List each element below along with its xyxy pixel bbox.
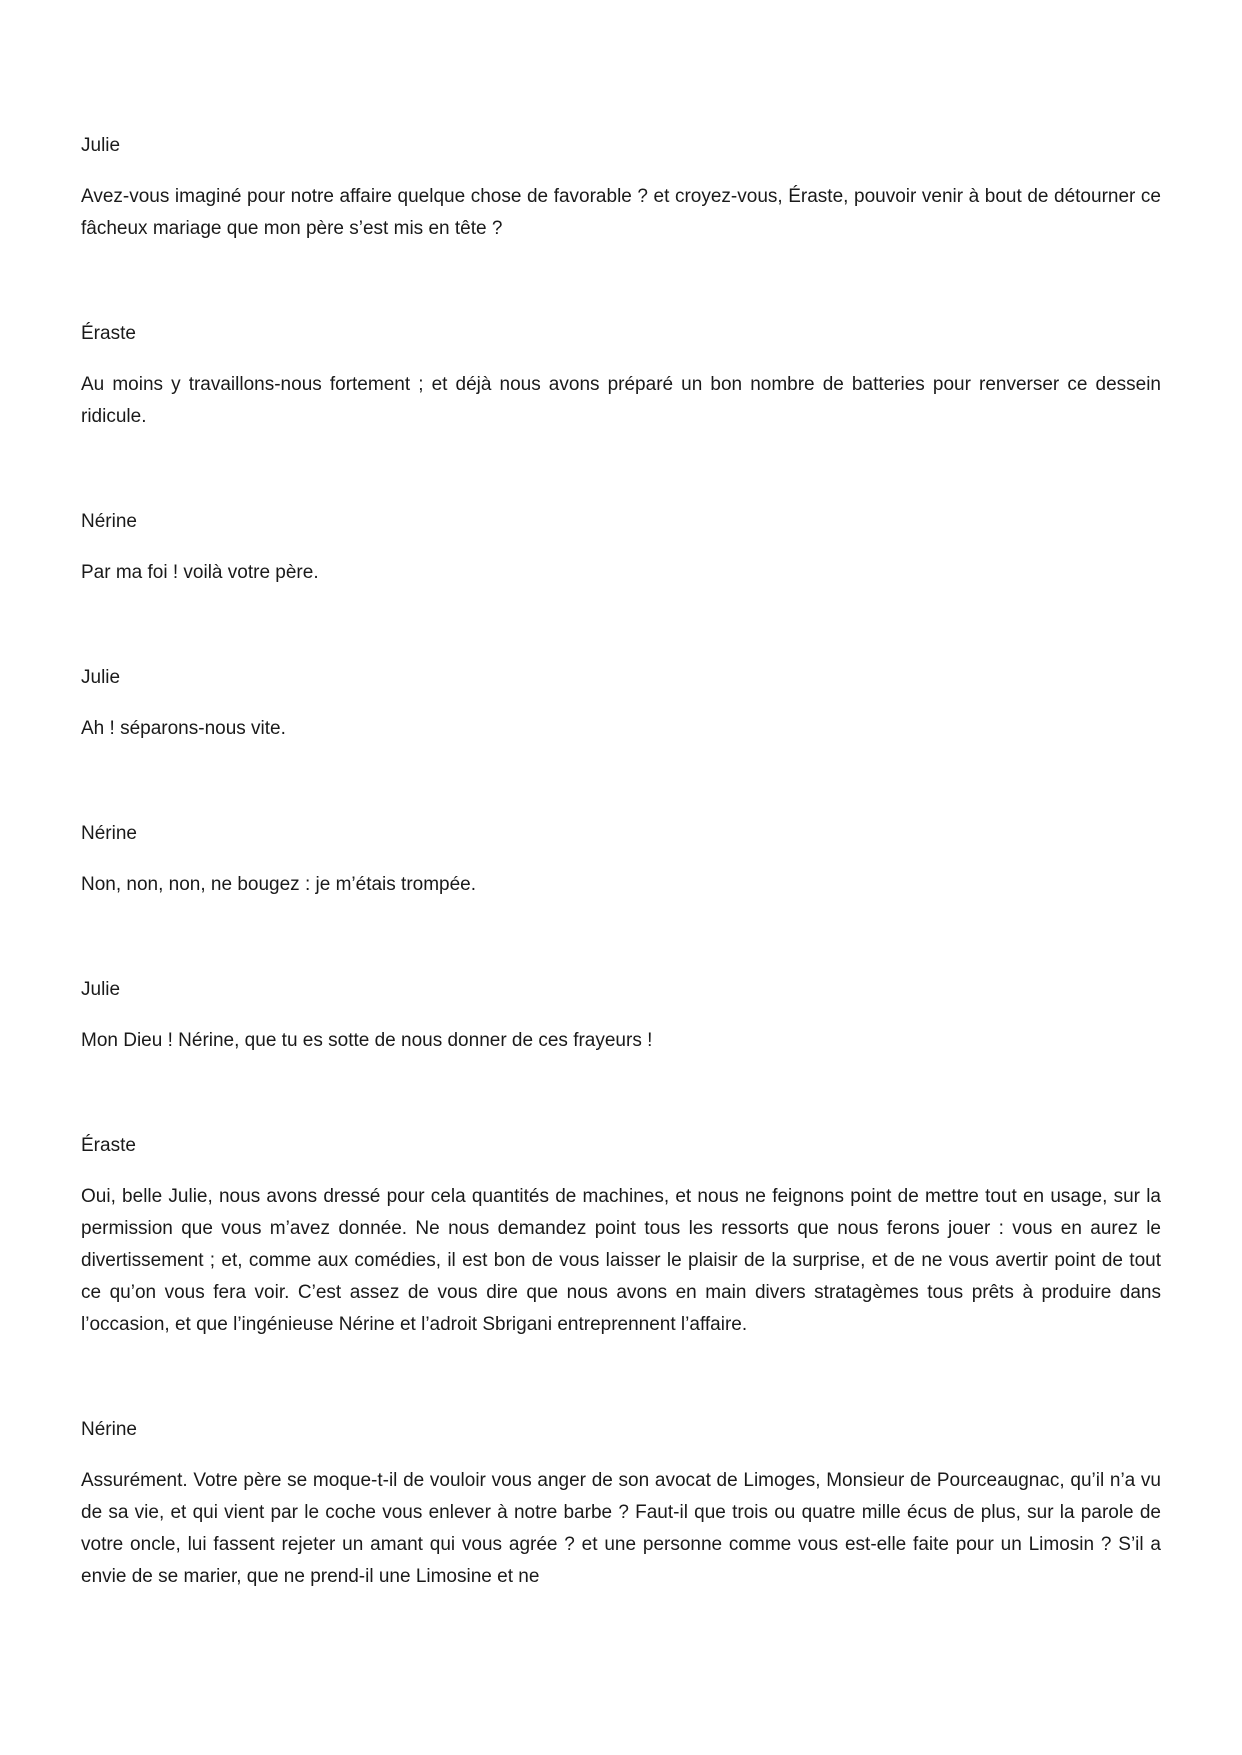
speaker-name: Nérine (81, 1419, 137, 1440)
dialogue-line: Ah ! séparons-nous vite. (81, 718, 286, 739)
dialogue-line: Avez-vous imaginé pour notre affaire quelque chose de favorable ? et croyez-vous, Éraste, pouvoir venir à bout de détourner ce fâcheux mariage que mon père s’est mis en tête ? (81, 186, 1161, 239)
dialogue-line: Par ma foi ! voilà votre père. (81, 562, 319, 583)
dialogue-line: Oui, belle Julie, nous avons dressé pour cela quantités de machines, et nous ne feignons point de mettre tout en usage, sur la permission que vous m’avez donnée. Ne nous demandez point tous les ressorts que nous ferons jouer : vous en aurez le divertissement ; et, comme aux comédies, il est bon de vous laisser le plaisir de la surprise, et de ne vous avertir point de tout ce qu’on vous fera voir. C’est assez de vous dire que nous avons en main divers stratagèmes tous prêts à produire dans l’occasion, et que l’ingénieuse Nérine et l’adroit Sbrigani entreprennent l’affaire. (81, 1186, 1161, 1335)
document-page (81, 130, 1161, 1593)
dialogue-block-6 (81, 974, 1161, 1057)
dialogue-block-2 (81, 318, 1161, 433)
dialogue-block-3 (81, 506, 1161, 589)
speaker-name: Nérine (81, 823, 137, 844)
speaker-name: Julie (81, 135, 121, 156)
dialogue-block-7 (81, 1130, 1161, 1341)
dialogue-line: Non, non, non, ne bougez : je m’étais trompée. (81, 874, 477, 895)
dialogue-line: Mon Dieu ! Nérine, que tu es sotte de nous donner de ces frayeurs ! (81, 1030, 653, 1051)
dialogue-block-4 (81, 662, 1161, 745)
speaker-name: Nérine (81, 511, 137, 532)
speaker-name: Éraste (81, 1135, 136, 1156)
speaker-name: Éraste (81, 323, 136, 344)
dialogue-block-5 (81, 818, 1161, 901)
speaker-name: Julie (81, 979, 121, 1000)
dialogue-block-1 (81, 130, 1161, 245)
speaker-name: Julie (81, 667, 121, 688)
dialogue-line: Assurément. Votre père se moque-t-il de vouloir vous anger de son avocat de Limoges, Monsieur de Pourceaugnac, qu’il n’a vu de sa vie, et qui vient par le coche vous enlever à notre barbe ? Faut-il que trois ou quatre mille écus de plus, sur la parole de votre oncle, lui fassent rejeter un amant qui vous agrée ? et une personne comme vous est-elle faite pour un Limosin ? S’il a envie de se marier, que ne prend-il une Limosine et ne (81, 1470, 1161, 1587)
dialogue-line: Au moins y travaillons-nous fortement ; et déjà nous avons préparé un bon nombre de batteries pour renverser ce dessein ridicule. (81, 374, 1161, 427)
dialogue-block-8 (81, 1414, 1161, 1593)
